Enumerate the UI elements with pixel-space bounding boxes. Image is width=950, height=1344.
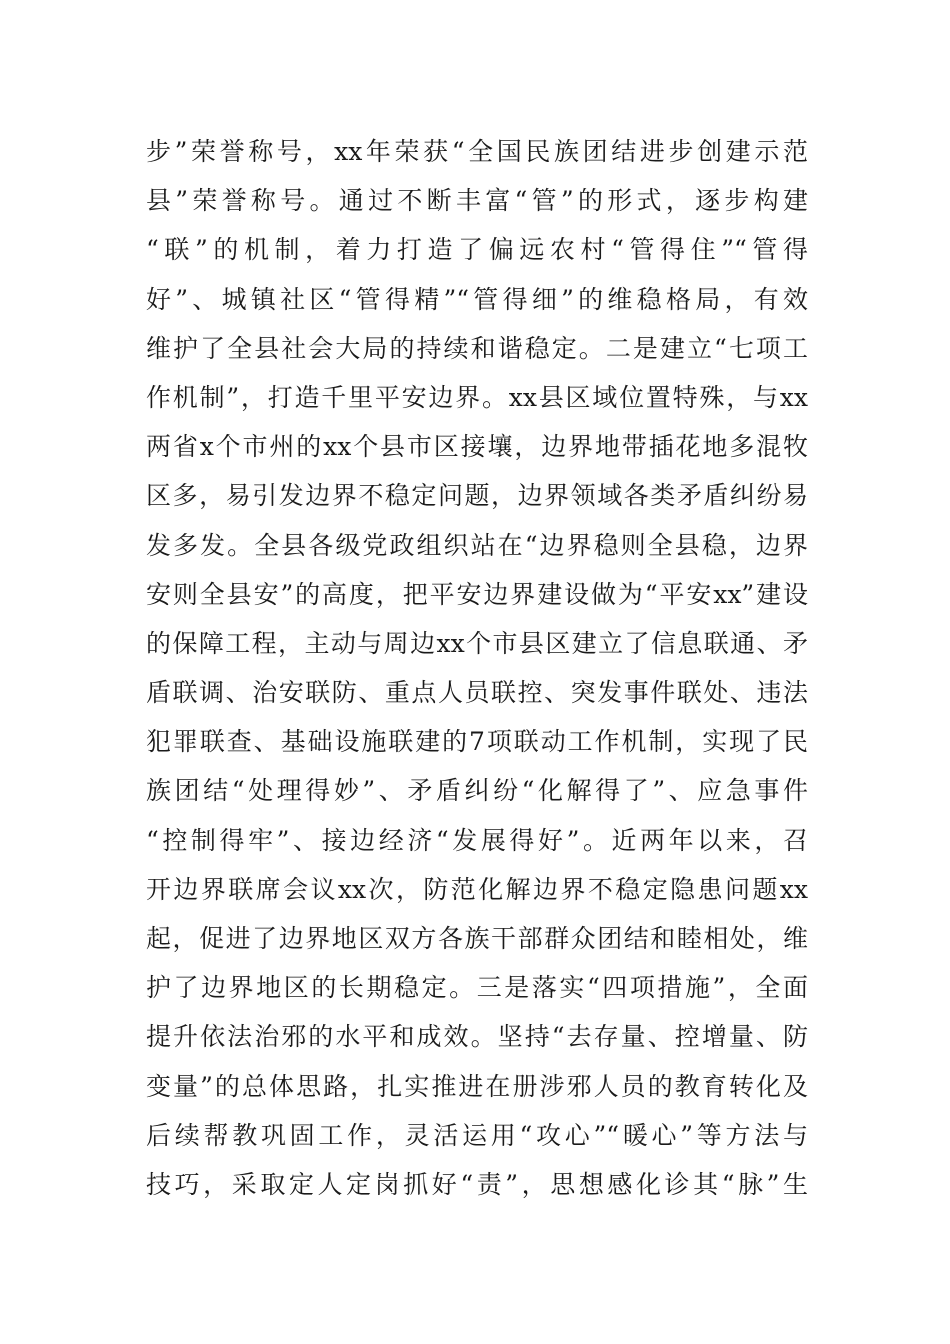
text-line: 盾联调、治安联防、重点人员联控、突发事件联处、违法	[146, 678, 808, 708]
text-line: 护了边界地区的长期稳定。三是落实“四项措施”，全面	[146, 973, 808, 1003]
text-line: 作机制”，打造千里平安边界。xx县区域位置特殊，与xx	[146, 382, 808, 412]
text-line: 区多，易引发边界不稳定问题，边界领域各类矛盾纠纷易	[146, 481, 808, 511]
text-line: 后续帮教巩固工作，灵活运用“攻心”“暖心”等方法与	[146, 1120, 808, 1150]
text-line: 维护了全县社会大局的持续和谐稳定。二是建立“七项工	[146, 333, 808, 363]
text-line: 起，促进了边界地区双方各族干部群众团结和睦相处，维	[146, 924, 808, 953]
text-line: 技巧，采取定人定岗抓好“责”，思想感化诊其“脉”生	[146, 1169, 808, 1199]
text-line: “联”的机制，着力打造了偏远农村“管得住”“管得	[146, 235, 808, 265]
text-line: 发多发。全县各级党政组织站在“边界稳则全县稳，边界	[146, 530, 808, 560]
text-line: 开边界联席会议xx次，防范化解边界不稳定隐患问题xx	[146, 874, 808, 904]
text-line: 县”荣誉称号。通过不断丰富“管”的形式，逐步构建	[146, 186, 808, 216]
text-line: 族团结“处理得妙”、矛盾纠纷“化解得了”、应急事件	[146, 776, 808, 806]
text-line: 变量”的总体思路，扎实推进在册涉邪人员的教育转化及	[146, 1071, 808, 1101]
text-line: 犯罪联查、基础设施联建的7项联动工作机制，实现了民	[146, 727, 808, 757]
text-line: 的保障工程，主动与周边xx个市县区建立了信息联通、矛	[146, 628, 808, 658]
text-line: “控制得牢”、接边经济“发展得好”。近两年以来，召	[146, 825, 808, 855]
text-line: 安则全县安”的高度，把平安边界建设做为“平安xx”建设	[146, 579, 808, 609]
body-text	[146, 127, 808, 1209]
text-line: 好”、城镇社区“管得精”“管得细”的维稳格局，有效	[146, 284, 808, 314]
text-line: 步”荣誉称号，xx年荣获“全国民族团结进步创建示范	[146, 137, 808, 166]
text-line: 两省x个市州的xx个县市区接壤，边界地带插花地多混牧	[146, 432, 808, 462]
text-line: 提升依法治邪的水平和成效。坚持“去存量、控增量、防	[146, 1022, 808, 1052]
